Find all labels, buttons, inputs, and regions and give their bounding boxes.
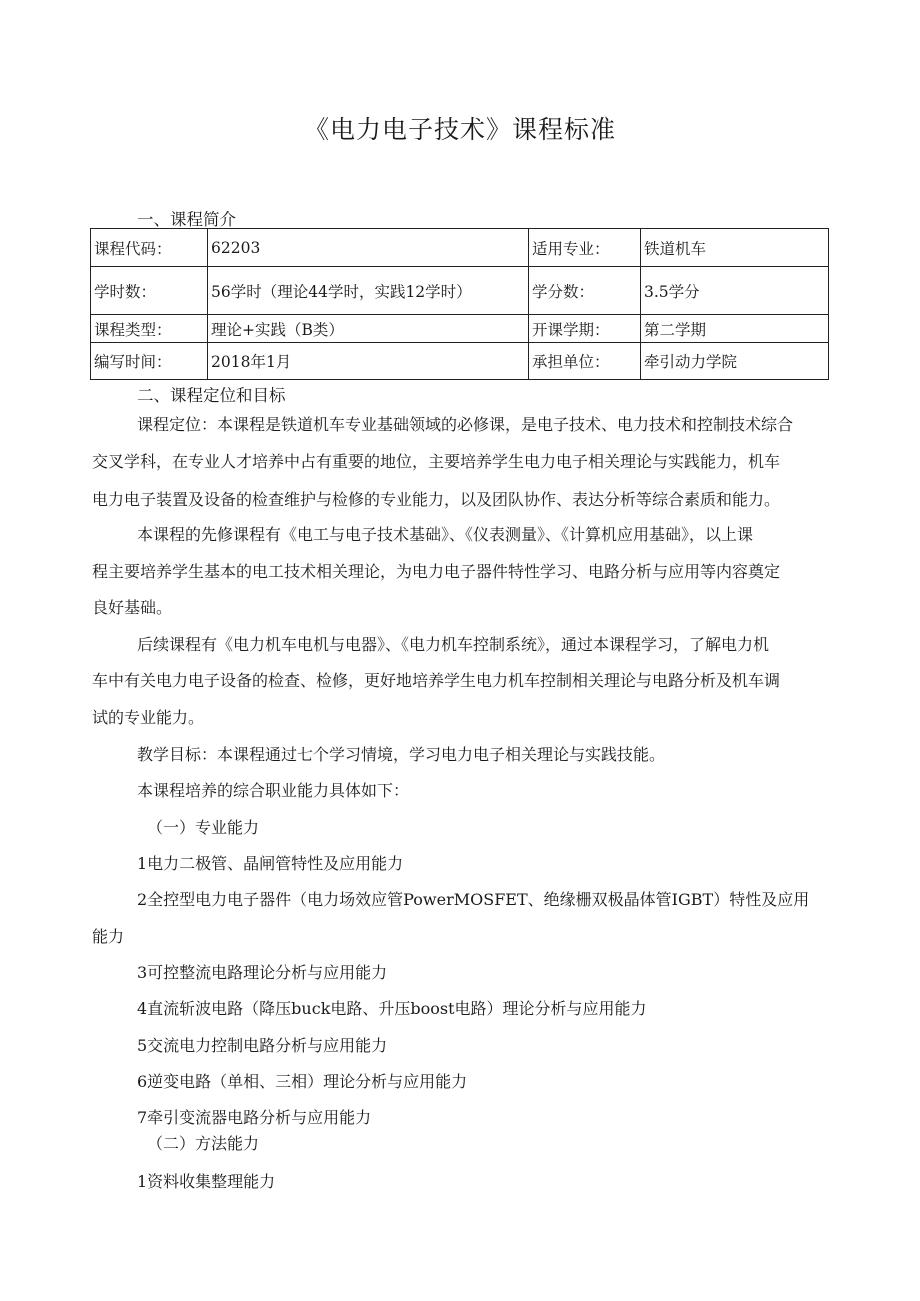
ability-intro: 本课程培养的综合职业能力具体如下： [137, 781, 410, 800]
list-item: 2全控型电力电子器件（电力场效应管PowerMOSFET、绝缘栅双极晶体管IGBT）特性及应用 [137, 890, 810, 909]
list-item: 4直流斩波电路（降压buck电路、升压boost电路）理论分析与应用能力 [137, 999, 647, 1018]
table-cell: 62203 [208, 229, 529, 267]
course-info-table [90, 228, 829, 380]
table-cell: 学分数： [529, 267, 641, 315]
table-row [91, 229, 829, 267]
table-row [91, 267, 829, 315]
list-item: 1电力二极管、晶闸管特性及应用能力 [137, 854, 404, 873]
table-cell: 56学时（理论44学时，实践12学时） [208, 267, 529, 315]
paragraph-line: 车中有关电力电子设备的检查、检修，更好地培养学生电力机车控制相关理论与电路分析及机车调 [92, 671, 781, 690]
table-cell: 第二学期 [641, 315, 829, 343]
paragraph-line: 课程定位：本课程是铁道机车专业基础领域的必修课，是电子技术、电力技术和控制技术综合 [137, 415, 794, 434]
paragraph-line: 电力电子装置及设备的检查维护与检修的专业能力，以及团队协作、表达分析等综合素质和能力。 [92, 490, 781, 509]
table-cell: 理论+实践（B类） [208, 315, 529, 343]
table-cell: 铁道机车 [641, 229, 829, 267]
list-item: 6逆变电路（单相、三相）理论分析与应用能力 [137, 1072, 468, 1091]
list-item: 1资料收集整理能力 [137, 1172, 276, 1191]
table-row [91, 343, 829, 380]
table-cell: 2018年1月 [208, 343, 529, 380]
paragraph-line: 本课程的先修课程有《电工与电子技术基础》、《仪表测量》、《计算机应用基础》，以上课 [137, 525, 754, 544]
table-row [91, 315, 829, 343]
table-cell: 开课学期： [529, 315, 641, 343]
subheading-method: （二）方法能力 [147, 1134, 260, 1153]
teaching-goal: 教学目标：本课程通过七个学习情境，学习电力电子相关理论与实践技能。 [137, 745, 666, 764]
table-cell: 承担单位： [529, 343, 641, 380]
paragraph-line: 交叉学科，在专业人才培养中占有重要的地位，主要培养学生电力电子相关理论与实践能力，机车 [92, 452, 781, 471]
table-cell: 3.5学分 [641, 267, 829, 315]
subheading-professional: （一）专业能力 [147, 818, 260, 837]
paragraph-line: 后续课程有《电力机车电机与电器》、《电力机车控制系统》，通过本课程学习，了解电力机 [137, 635, 770, 654]
list-item: 5交流电力控制电路分析与应用能力 [137, 1036, 388, 1055]
paragraph-line: 良好基础。 [92, 598, 173, 617]
list-item: 7牵引变流器电路分析与应用能力 [137, 1108, 372, 1127]
table-cell: 编写时间： [91, 343, 208, 380]
table-cell: 学时数： [91, 267, 208, 315]
table-cell: 课程代码： [91, 229, 208, 267]
section-heading-intro: 一、课程简介 [137, 210, 236, 229]
list-item: 3可控整流电路理论分析与应用能力 [137, 963, 388, 982]
paragraph-line: 程主要培养学生基本的电工技术相关理论，为电力电子器件特性学习、电路分析与应用等内容奠定 [92, 562, 781, 581]
table-cell: 课程类型： [91, 315, 208, 343]
section-heading-positioning: 二、课程定位和目标 [137, 386, 286, 405]
paragraph-line: 试的专业能力。 [92, 708, 205, 727]
list-item: 能力 [92, 927, 125, 946]
table-cell: 牵引动力学院 [641, 343, 829, 380]
page-title: 《电力电子技术》课程标准 [303, 115, 616, 144]
table-cell: 适用专业： [529, 229, 641, 267]
